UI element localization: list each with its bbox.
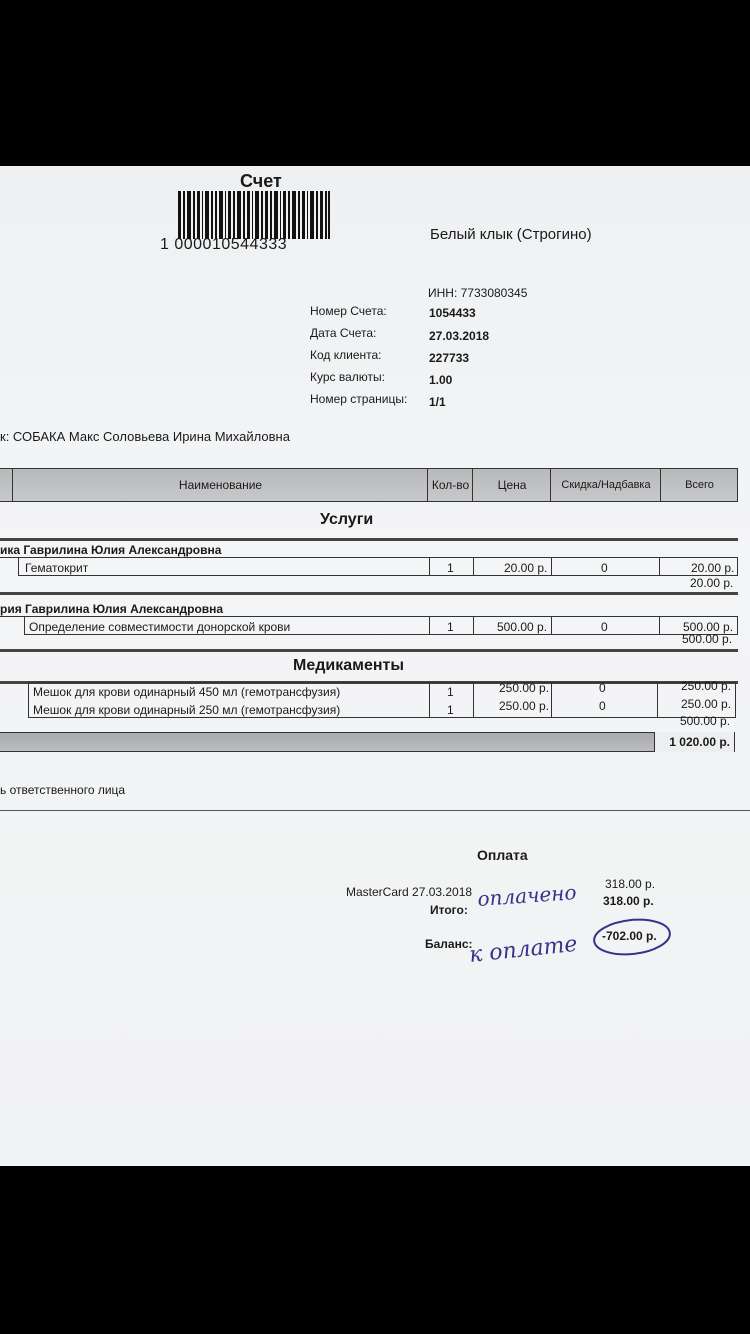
total-label: Итого:: [430, 903, 468, 917]
invoice-number-label: Номер Счета:: [310, 304, 387, 318]
item-qty: 1: [447, 685, 454, 699]
page-number: 1/1: [429, 395, 446, 409]
item-discount: 0: [599, 699, 606, 713]
barcode-image: [178, 191, 330, 239]
invoice-date-label: Дата Счета:: [310, 326, 377, 340]
item-name: Гематокрит: [25, 561, 89, 575]
group-subtotal: 500.00 р.: [682, 632, 733, 646]
client-code: 227733: [429, 351, 470, 365]
item-qty: 1: [447, 561, 454, 575]
item-price: 250.00 р.: [499, 699, 550, 713]
row-divider: [0, 592, 738, 595]
col-header-qty: Кол-во: [427, 469, 473, 501]
item-total: 250.00 р.: [681, 697, 732, 711]
col-header-name: Наименование: [12, 469, 428, 501]
clinic-name: Белый клык (Строгино): [430, 226, 592, 243]
signature-line: [0, 810, 750, 811]
patient-owner: к: СОБАКА Макс Соловьева Ирина Михайловна: [0, 429, 290, 444]
doctor-name: ика Гаврилина Юлия Александровна: [0, 543, 222, 557]
section-divider: [0, 538, 738, 541]
invoice-paper: [0, 166, 750, 1166]
item-total: 500.00 р.: [683, 620, 734, 634]
item-discount: 0: [601, 561, 608, 575]
balance-label: Баланс:: [425, 937, 473, 951]
handwritten-annotations: [460, 866, 690, 976]
table-row: [24, 616, 738, 635]
item-price: 500.00 р.: [497, 620, 548, 634]
row-divider: [0, 649, 738, 652]
client-code-label: Код клиента:: [310, 348, 382, 362]
total-paid: 318.00 р.: [603, 894, 654, 908]
page-number-label: Номер страницы:: [310, 392, 408, 406]
payment-method: MasterCard 27.03.2018: [346, 885, 473, 899]
section-title-medicines: Медикаменты: [293, 657, 405, 674]
item-name: Мешок для крови одинарный 450 мл (гемотрансфузия): [33, 685, 341, 699]
item-total: 250.00 р.: [681, 679, 732, 693]
barcode-number: 1 000010544333: [160, 236, 288, 253]
col-header-price: Цена: [472, 469, 551, 501]
col-header-discount: Скидка/Надбавка: [550, 469, 661, 501]
document-title: Счет: [240, 171, 282, 191]
item-name: Мешок для крови одинарный 250 мл (гемотрансфузия): [33, 703, 341, 717]
group-subtotal: 20.00 р.: [690, 576, 734, 590]
grand-total-bar: [0, 732, 735, 752]
item-qty: 1: [447, 703, 454, 717]
item-name: Определение совместимости донорской крови: [29, 620, 291, 634]
balance-value: -702.00 р.: [602, 929, 657, 943]
item-total: 20.00 р.: [691, 561, 735, 575]
item-discount: 0: [599, 681, 606, 695]
svg-text:к оплате: к оплате: [468, 931, 579, 968]
item-price: 250.00 р.: [499, 681, 550, 695]
payment-title: Оплата: [477, 847, 528, 863]
section-title-services: Услуги: [320, 511, 374, 528]
currency-rate-label: Курс валюты:: [310, 370, 385, 384]
inn-number: ИНН: 7733080345: [428, 286, 528, 300]
item-price: 20.00 р.: [504, 561, 548, 575]
grand-total: 1 020.00 р.: [654, 732, 734, 752]
col-header-total: Всего: [660, 469, 738, 501]
payment-amount: 318.00 р.: [605, 877, 656, 891]
currency-rate: 1.00: [429, 373, 453, 387]
signature-label: ь ответственного лица: [0, 783, 126, 797]
table-row: [18, 557, 738, 576]
doctor-name: рия Гаврилина Юлия Александровна: [0, 602, 224, 616]
svg-text:оплачено: оплачено: [476, 880, 578, 911]
group-subtotal: 500.00 р.: [680, 714, 731, 728]
medicine-rows: [28, 679, 736, 718]
invoice-number: 1054433: [429, 306, 476, 320]
item-discount: 0: [601, 620, 608, 634]
table-header: [0, 468, 738, 502]
item-qty: 1: [447, 620, 454, 634]
invoice-date: 27.03.2018: [429, 329, 490, 343]
